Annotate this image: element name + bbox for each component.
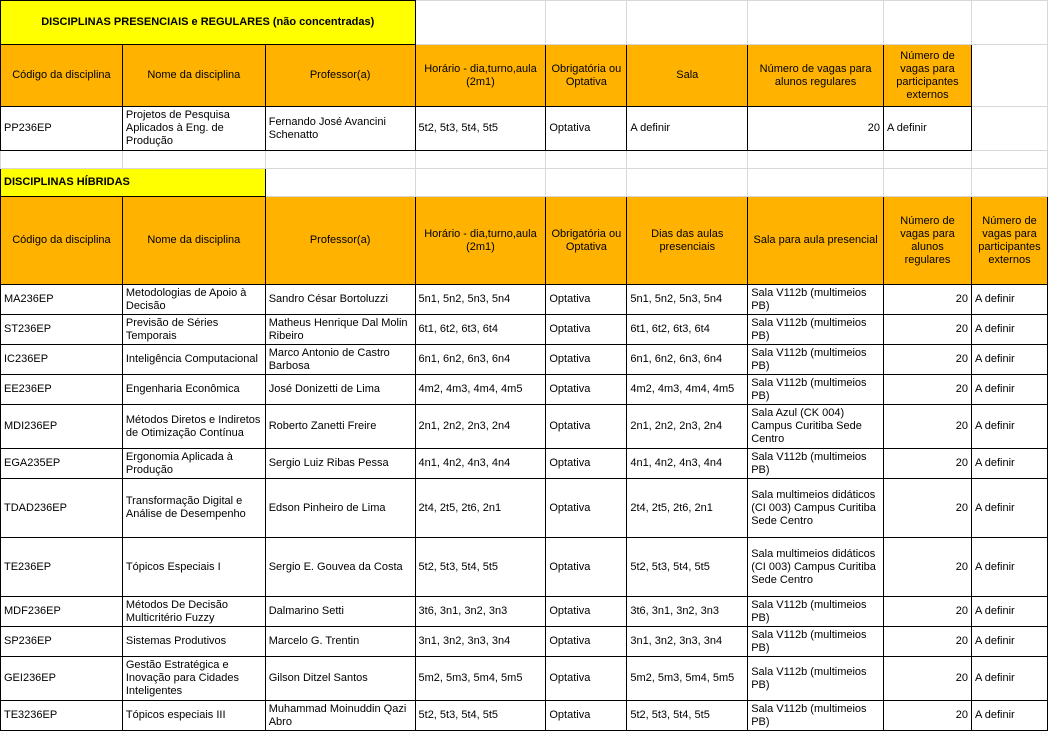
cell-dias[interactable]: 4n1, 4n2, 4n3, 4n4: [627, 449, 748, 479]
cell-name[interactable]: Sistemas Produtivos: [122, 627, 265, 657]
cell-name[interactable]: Métodos De Decisão Multicritério Fuzzy: [122, 597, 265, 627]
cell-tipo[interactable]: Optativa: [546, 701, 627, 731]
cell-code[interactable]: ST236EP: [1, 315, 123, 345]
cell-horario[interactable]: 6t1, 6t2, 6t3, 6t4: [415, 315, 546, 345]
cell-code[interactable]: TE236EP: [1, 538, 123, 597]
table-row[interactable]: [1, 538, 1048, 597]
cell-horario[interactable]: 5t2, 5t3, 5t4, 5t5: [415, 538, 546, 597]
table-row[interactable]: [1, 315, 1048, 345]
cell-externos[interactable]: A definir: [971, 315, 1047, 345]
cell-externos[interactable]: A definir: [971, 285, 1047, 315]
header-cell: Professor(a): [265, 45, 415, 107]
cell-professor[interactable]: Marco Antonio de Castro Barbosa: [265, 345, 415, 375]
cell-dias[interactable]: 5t2, 5t3, 5t4, 5t5: [627, 538, 748, 597]
header-cell: Código da disciplina: [1, 45, 123, 107]
cell-code[interactable]: TDAD236EP: [1, 479, 123, 538]
cell-sala[interactable]: Sala V112b (multimeios PB): [748, 657, 884, 701]
cell-professor[interactable]: Sergio Luiz Ribas Pessa: [265, 449, 415, 479]
cell-name[interactable]: Ergonomia Aplicada à Produção: [122, 449, 265, 479]
cell-sala[interactable]: Sala V112b (multimeios PB): [748, 285, 884, 315]
cell-horario[interactable]: 2t4, 2t5, 2t6, 2n1: [415, 479, 546, 538]
cell-professor[interactable]: Gilson Ditzel Santos: [265, 657, 415, 701]
cell-externos[interactable]: A definir: [971, 345, 1047, 375]
cell-horario[interactable]: 5n1, 5n2, 5n3, 5n4: [415, 285, 546, 315]
cell-tipo[interactable]: Optativa: [546, 107, 627, 151]
cell-externos[interactable]: A definir: [971, 538, 1047, 597]
cell-sala[interactable]: Sala V112b (multimeios PB): [748, 701, 884, 731]
cell-professor[interactable]: Edson Pinheiro de Lima: [265, 479, 415, 538]
cell-code[interactable]: EE236EP: [1, 375, 123, 405]
cell-externos[interactable]: A definir: [884, 107, 972, 151]
header-cell: Número de vagas para alunos regulares: [748, 45, 884, 107]
cell-vagas[interactable]: 20: [884, 285, 972, 315]
header-cell: Professor(a): [265, 197, 415, 285]
cell-dias[interactable]: 5t2, 5t3, 5t4, 5t5: [627, 701, 748, 731]
cell-externos[interactable]: A definir: [971, 701, 1047, 731]
cell-professor[interactable]: Matheus Henrique Dal Molin Ribeiro: [265, 315, 415, 345]
cell-professor[interactable]: Muhammad Moinuddin Qazi Abro: [265, 701, 415, 731]
cell-vagas[interactable]: 20: [884, 701, 972, 731]
cell-tipo[interactable]: Optativa: [546, 375, 627, 405]
table-row[interactable]: [1, 657, 1048, 701]
header-cell: Número de vagas para participantes externos: [971, 197, 1047, 285]
cell-sala[interactable]: Sala V112b (multimeios PB): [748, 375, 884, 405]
table-row[interactable]: [1, 597, 1048, 627]
cell-code[interactable]: MDF236EP: [1, 597, 123, 627]
header-cell: Sala para aula presencial: [748, 197, 884, 285]
cell-code[interactable]: MA236EP: [1, 285, 123, 315]
cell-externos[interactable]: A definir: [971, 657, 1047, 701]
header-cell: Código da disciplina: [1, 197, 123, 285]
cell-name[interactable]: Projetos de Pesquisa Aplicados à Eng. de Produção: [122, 107, 265, 151]
table-row[interactable]: [1, 479, 1048, 538]
cell-sala[interactable]: Sala multimeios didáticos (CI 003) Campus Curitiba Sede Centro: [748, 538, 884, 597]
header-cell: Horário - dia,turno,aula (2m1): [415, 45, 546, 107]
header-cell: Horário - dia,turno,aula (2m1): [415, 197, 546, 285]
cell-dias[interactable]: 5m2, 5m3, 5m4, 5m5: [627, 657, 748, 701]
cell-sala[interactable]: Sala V112b (multimeios PB): [748, 315, 884, 345]
cell-vagas[interactable]: 20: [884, 375, 972, 405]
cell-professor[interactable]: Roberto Zanetti Freire: [265, 405, 415, 449]
cell-name[interactable]: Transformação Digital e Análise de Desempenho: [122, 479, 265, 538]
cell-dias[interactable]: 5n1, 5n2, 5n3, 5n4: [627, 285, 748, 315]
section1-title: DISCIPLINAS PRESENCIAIS e REGULARES (não concentradas): [1, 1, 416, 45]
section2-header-row: [1, 197, 1048, 285]
cell-sala[interactable]: Sala multimeios didáticos (CI 003) Campus Curitiba Sede Centro: [748, 479, 884, 538]
table-row[interactable]: [1, 449, 1048, 479]
cell-vagas[interactable]: 20: [884, 538, 972, 597]
cell-dias[interactable]: 3t6, 3n1, 3n2, 3n3: [627, 597, 748, 627]
cell-sala[interactable]: Sala V112b (multimeios PB): [748, 345, 884, 375]
header-cell: Obrigatória ou Optativa: [546, 197, 627, 285]
table-row[interactable]: [1, 701, 1048, 731]
cell-horario[interactable]: 5t2, 5t3, 5t4, 5t5: [415, 107, 546, 151]
cell-tipo[interactable]: Optativa: [546, 657, 627, 701]
cell-tipo[interactable]: Optativa: [546, 345, 627, 375]
cell-vagas[interactable]: 20: [884, 657, 972, 701]
cell-dias[interactable]: 4m2, 4m3, 4m4, 4m5: [627, 375, 748, 405]
cell-externos[interactable]: A definir: [971, 375, 1047, 405]
section2-title: DISCIPLINAS HÍBRIDAS: [1, 169, 266, 197]
cell-horario[interactable]: 3t6, 3n1, 3n2, 3n3: [415, 597, 546, 627]
table-row[interactable]: [1, 345, 1048, 375]
cell-professor[interactable]: José Donizetti de Lima: [265, 375, 415, 405]
cell-horario[interactable]: 5m2, 5m3, 5m4, 5m5: [415, 657, 546, 701]
cell-horario[interactable]: 2n1, 2n2, 2n3, 2n4: [415, 405, 546, 449]
table-row[interactable]: [1, 285, 1048, 315]
cell-externos[interactable]: A definir: [971, 479, 1047, 538]
cell-dias[interactable]: 2t4, 2t5, 2t6, 2n1: [627, 479, 748, 538]
cell-name[interactable]: Gestão Estratégica e Inovação para Cidades Inteligentes: [122, 657, 265, 701]
cell-sala[interactable]: Sala V112b (multimeios PB): [748, 597, 884, 627]
cell-tipo[interactable]: Optativa: [546, 449, 627, 479]
cell-externos[interactable]: A definir: [971, 449, 1047, 479]
cell-sala[interactable]: Sala V112b (multimeios PB): [748, 449, 884, 479]
cell-externos[interactable]: A definir: [971, 405, 1047, 449]
cell-code[interactable]: TE3236EP: [1, 701, 123, 731]
cell-name[interactable]: Tópicos especiais III: [122, 701, 265, 731]
cell-name[interactable]: Inteligência Computacional: [122, 345, 265, 375]
table-row[interactable]: [1, 405, 1048, 449]
cell-name[interactable]: Engenharia Econômica: [122, 375, 265, 405]
cell-externos[interactable]: A definir: [971, 597, 1047, 627]
cell-sala[interactable]: A definir: [627, 107, 748, 151]
cell-dias[interactable]: 6n1, 6n2, 6n3, 6n4: [627, 345, 748, 375]
cell-tipo[interactable]: Optativa: [546, 597, 627, 627]
cell-professor[interactable]: Sergio E. Gouvea da Costa: [265, 538, 415, 597]
cell-horario[interactable]: 5t2, 5t3, 5t4, 5t5: [415, 701, 546, 731]
cell-sala[interactable]: Sala Azul (CK 004) Campus Curitiba Sede Centro: [748, 405, 884, 449]
header-cell: Dias das aulas presenciais: [627, 197, 748, 285]
cell-horario[interactable]: 6n1, 6n2, 6n3, 6n4: [415, 345, 546, 375]
cell-dias[interactable]: 6t1, 6t2, 6t3, 6t4: [627, 315, 748, 345]
cell-tipo[interactable]: Optativa: [546, 285, 627, 315]
cell-name[interactable]: Tópicos Especiais I: [122, 538, 265, 597]
cell-externos[interactable]: A definir: [971, 627, 1047, 657]
cell-vagas[interactable]: 20: [884, 345, 972, 375]
cell-vagas[interactable]: 20: [884, 449, 972, 479]
cell-vagas[interactable]: 20: [884, 597, 972, 627]
cell-code[interactable]: GEI236EP: [1, 657, 123, 701]
cell-horario[interactable]: 3n1, 3n2, 3n3, 3n4: [415, 627, 546, 657]
header-cell: Número de vagas para participantes externos: [884, 45, 972, 107]
cell-code[interactable]: PP236EP: [1, 107, 123, 151]
cell-dias[interactable]: 2n1, 2n2, 2n3, 2n4: [627, 405, 748, 449]
cell-vagas[interactable]: 20: [884, 315, 972, 345]
table-row[interactable]: [1, 107, 1048, 151]
cell-professor[interactable]: Marcelo G. Trentin: [265, 627, 415, 657]
header-cell: Obrigatória ou Optativa: [546, 45, 627, 107]
cell-sala[interactable]: Sala V112b (multimeios PB): [748, 627, 884, 657]
cell-tipo[interactable]: Optativa: [546, 405, 627, 449]
header-cell: Sala: [627, 45, 748, 107]
cell-code[interactable]: SP236EP: [1, 627, 123, 657]
header-cell: Número de vagas para alunos regulares: [884, 197, 972, 285]
cell-horario[interactable]: 4n1, 4n2, 4n3, 4n4: [415, 449, 546, 479]
cell-tipo[interactable]: Optativa: [546, 538, 627, 597]
cell-name[interactable]: Métodos Diretos e Indiretos de Otimização Contínua: [122, 405, 265, 449]
cell-vagas[interactable]: 20: [748, 107, 884, 151]
cell-professor[interactable]: Sandro César Bortoluzzi: [265, 285, 415, 315]
cell-vagas[interactable]: 20: [884, 479, 972, 538]
cell-tipo[interactable]: Optativa: [546, 479, 627, 538]
section1-header-row: [1, 45, 1048, 107]
cell-vagas[interactable]: 20: [884, 405, 972, 449]
header-cell: Nome da disciplina: [122, 197, 265, 285]
cell-tipo[interactable]: Optativa: [546, 315, 627, 345]
header-cell: Nome da disciplina: [122, 45, 265, 107]
cell-code[interactable]: IC236EP: [1, 345, 123, 375]
table-row[interactable]: [1, 375, 1048, 405]
cell-name[interactable]: Metodologias de Apoio à Decisão: [122, 285, 265, 315]
cell-tipo[interactable]: Optativa: [546, 627, 627, 657]
cell-dias[interactable]: 3n1, 3n2, 3n3, 3n4: [627, 627, 748, 657]
cell-name[interactable]: Previsão de Séries Temporais: [122, 315, 265, 345]
table-row[interactable]: [1, 627, 1048, 657]
cell-professor[interactable]: Fernando José Avancini Schenatto: [265, 107, 415, 151]
cell-code[interactable]: EGA235EP: [1, 449, 123, 479]
cell-code[interactable]: MDI236EP: [1, 405, 123, 449]
cell-professor[interactable]: Dalmarino Setti: [265, 597, 415, 627]
cell-vagas[interactable]: 20: [884, 627, 972, 657]
cell-horario[interactable]: 4m2, 4m3, 4m4, 4m5: [415, 375, 546, 405]
